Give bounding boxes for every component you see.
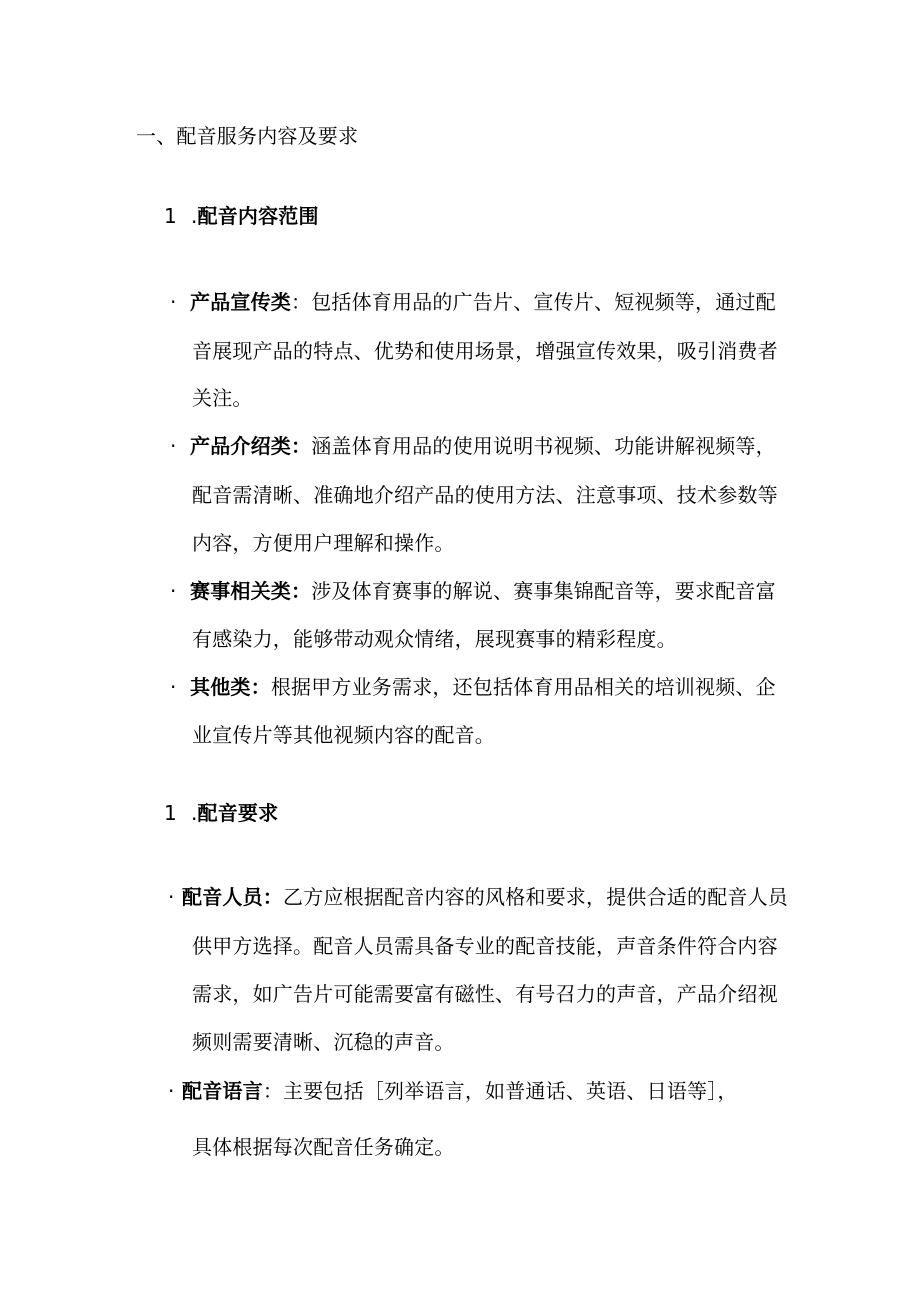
- list-item-label: 配音人员：: [182, 885, 283, 909]
- list-item-label: 赛事相关类：: [190, 579, 312, 603]
- list-item-product-promo-line-2: 音展现产品的特点、优势和使用场景，增强宣传效果，吸引消费者: [192, 339, 778, 363]
- list-item-text: 涉及体育赛事的解说、赛事集锦配音等，要求配音富: [311, 579, 776, 603]
- subsection-number: 1: [164, 801, 177, 825]
- bullet-icon: ·: [168, 1079, 175, 1103]
- list-item-text: 主要包括［列举语言，如普通话、英语、日语等］，: [283, 1079, 738, 1103]
- list-item-voice-actors-line-2: 供甲方选择。配音人员需具备专业的配音技能，声音条件符合内容: [192, 934, 778, 958]
- list-item-label: 产品宣传类: [190, 290, 291, 314]
- bullet-icon: ·: [170, 434, 177, 458]
- list-item-other-line-2: 业宣传片等其他视频内容的配音。: [192, 723, 495, 747]
- subsection-dot: .: [190, 801, 198, 825]
- bullet-icon: ·: [170, 579, 177, 603]
- list-item-text: 根据甲方业务需求，还包括体育用品相关的培训视频、企: [270, 675, 776, 699]
- list-item-voice-actors-line-1: [168, 883, 788, 911]
- list-item-product-promo-line-3: 关注。: [192, 386, 253, 410]
- list-item-label: 其他类：: [190, 675, 271, 699]
- subsection-title: 配音要求: [197, 801, 279, 825]
- bullet-icon: ·: [168, 885, 175, 909]
- bullet-icon: ·: [170, 290, 177, 314]
- list-item-text: 包括体育用品的广告片、宣传片、短视频等，通过配: [311, 290, 776, 314]
- subsection-heading-requirements: [164, 799, 278, 827]
- subsection-title: 配音内容范围: [197, 204, 319, 228]
- list-item-events-line-2: 有感染力，能够带动观众情绪，展现赛事的精彩程度。: [192, 627, 677, 651]
- list-item-product-promo-line-1: [170, 288, 776, 316]
- list-item-text: 涵盖体育用品的使用说明书视频、功能讲解视频等，: [311, 434, 776, 458]
- list-item-label: 产品介绍类：: [190, 434, 312, 458]
- list-item-colon: ：: [262, 1079, 284, 1103]
- list-item-events-line-1: [170, 577, 776, 605]
- list-item-voice-language-line-1: [168, 1077, 738, 1105]
- list-item-product-intro-line-3: 内容，方便用户理解和操作。: [192, 531, 455, 555]
- list-item-label: 配音语言: [182, 1079, 263, 1103]
- list-item-text: 乙方应根据配音内容的风格和要求，提供合适的配音人员: [283, 885, 788, 909]
- bullet-icon: ·: [170, 675, 177, 699]
- list-item-colon: ：: [291, 290, 312, 314]
- subsection-dot: .: [190, 204, 198, 228]
- subsection-heading-content-scope: [164, 202, 319, 230]
- list-item-voice-actors-line-3: 需求，如广告片可能需要富有磁性、有号召力的声音，产品介绍视: [192, 982, 778, 1006]
- list-item-product-intro-line-1: [170, 432, 776, 460]
- list-item-other-line-1: [170, 673, 776, 701]
- list-item-product-intro-line-2: 配音需清晰、准确地介绍产品的使用方法、注意事项、技术参数等: [192, 483, 778, 507]
- section-heading: 一、配音服务内容及要求: [136, 124, 359, 148]
- list-item-voice-actors-line-4: 频则需要清晰、沉稳的声音。: [192, 1030, 455, 1054]
- subsection-number: 1: [164, 204, 177, 228]
- list-item-voice-language-line-2: 具体根据每次配音任务确定。: [192, 1135, 455, 1159]
